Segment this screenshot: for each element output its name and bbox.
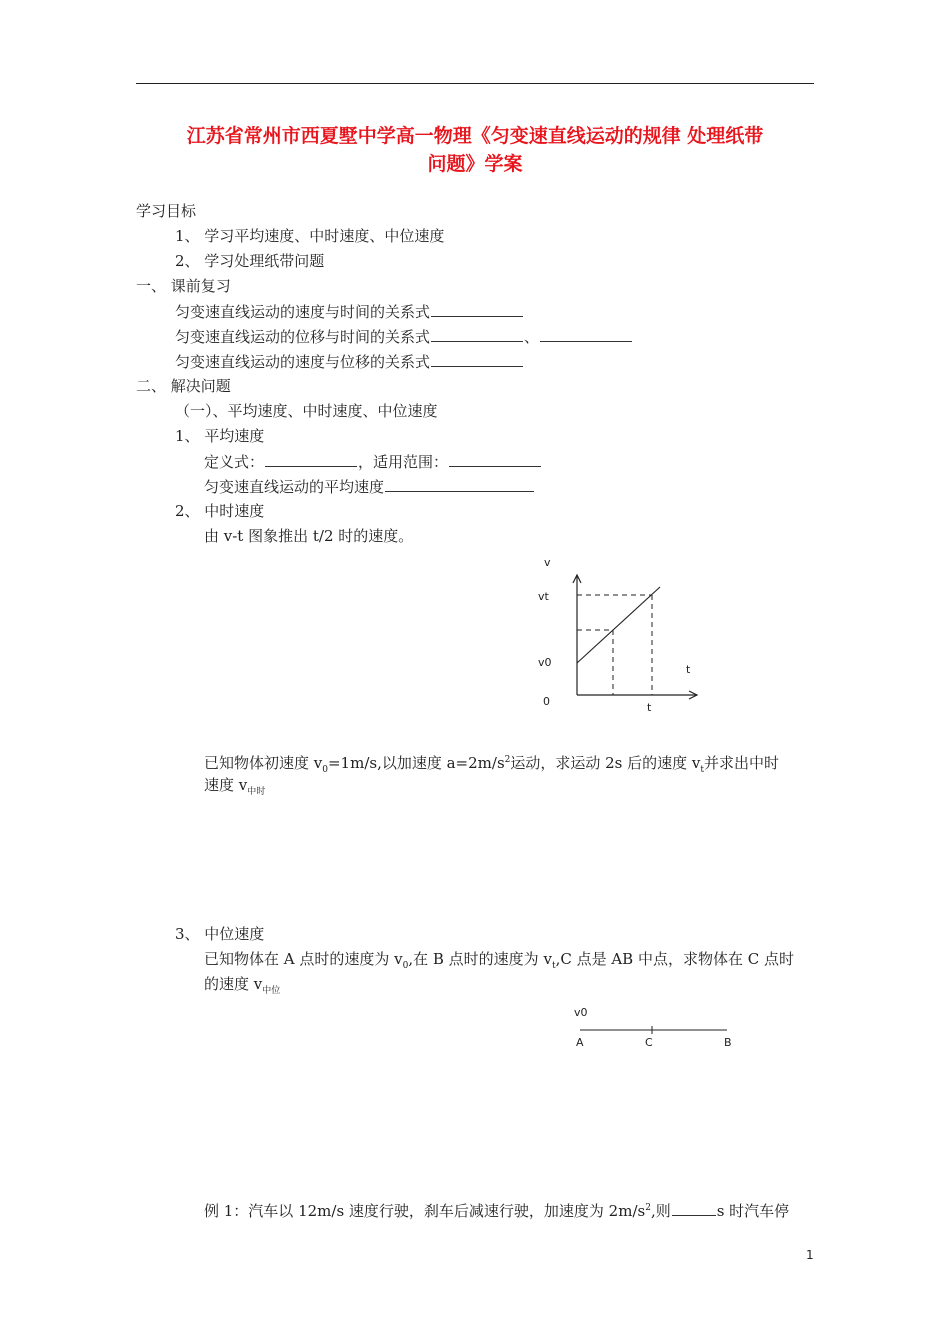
example-text: ,则: [650, 1202, 671, 1220]
page-number: 1: [806, 1248, 814, 1262]
goal-item-1: 1、 学习平均速度、中时速度、中位速度: [175, 227, 445, 245]
example-text: 例 1：汽车以 12m/s 速度行驶，刹车后减速行驶，加速度为 2m/s: [204, 1202, 646, 1220]
definition-label: 定义式：: [204, 453, 265, 471]
point-b-label: B: [724, 1036, 732, 1049]
superscript: 2: [645, 1203, 651, 1213]
review-question-2: [175, 326, 633, 347]
answer-blank[interactable]: [540, 326, 632, 342]
point-a-label: A: [576, 1036, 584, 1049]
question-text: 的速度 v: [204, 975, 263, 993]
subscript: 0: [322, 765, 328, 775]
uniform-average-velocity-text: 匀变速直线运动的平均速度: [204, 478, 385, 496]
mid-position-velocity-heading: 3、 中位速度: [175, 925, 265, 943]
segment-v0-label: v0: [574, 1006, 588, 1019]
question-text: 已知物体在 A 点时的速度为 v: [204, 950, 403, 968]
answer-blank[interactable]: [672, 1200, 716, 1216]
review-question-2-text: 匀变速直线运动的位移与时间的关系式: [175, 328, 431, 346]
average-velocity-heading: 1、 平均速度: [175, 427, 265, 445]
example-1: [204, 1198, 789, 1221]
v0-label: v0: [538, 656, 552, 669]
subscript: t: [551, 961, 556, 971]
average-velocity-definition: [204, 451, 542, 472]
answer-blank[interactable]: [449, 451, 541, 467]
review-question-1-text: 匀变速直线运动的速度与时间的关系式: [175, 303, 431, 321]
answer-blank[interactable]: [431, 326, 523, 342]
mid-time-velocity-description: 由 v-t 图象推出 t/2 时的速度。: [204, 527, 414, 545]
question-text: 速度 v: [204, 776, 248, 794]
document-title-line-1: 江苏省常州市西夏墅中学高一物理《匀变速直线运动的规律 处理纸带: [186, 125, 764, 147]
review-question-1: [175, 301, 524, 322]
origin-label: 0: [543, 695, 550, 708]
solve-heading: 二、 解决问题: [136, 377, 231, 395]
review-heading: 一、 课前复习: [136, 277, 231, 295]
point-c-label: C: [645, 1036, 653, 1049]
subsection-heading: （一）、平均速度、中时速度、中位速度: [175, 402, 438, 420]
review-question-3: [175, 351, 524, 372]
question-text: 运动，求运动 2s 后的速度 v: [510, 754, 701, 772]
goals-heading: 学习目标: [136, 202, 197, 220]
question-text: 已知物体初速度 v: [204, 754, 323, 772]
question-text: ,C 点是 AB 中点，求物体在 C 点时: [555, 950, 794, 968]
mid-time-question-line-2: [204, 775, 265, 802]
answer-blank[interactable]: [431, 301, 523, 317]
answer-blank[interactable]: [385, 476, 534, 492]
subscript: t: [700, 765, 705, 775]
review-question-3-text: 匀变速直线运动的速度与位移的关系式: [175, 353, 431, 371]
segment-diagram: [570, 1020, 740, 1040]
question-text: 并求出中时: [704, 754, 780, 772]
question-text: =1m/s,以加速度 a=2m/s: [327, 754, 505, 772]
document-title-line-2: 问题》学案: [427, 153, 523, 175]
subscript: 0: [402, 961, 409, 971]
superscript: 2: [504, 755, 511, 765]
t-mark-label: t: [647, 701, 652, 714]
v-axis-label: v: [544, 556, 551, 569]
mid-position-question-line-1: [204, 949, 794, 976]
velocity-time-graph: [530, 555, 710, 720]
mid-time-question-line-1: [204, 750, 779, 780]
answer-blank[interactable]: [265, 451, 357, 467]
subscript: 中位: [262, 986, 281, 996]
separator: 、: [524, 328, 540, 346]
vt-label: vt: [538, 590, 549, 603]
goal-item-2: 2、 学习处理纸带问题: [175, 252, 325, 270]
mid-time-velocity-heading: 2、 中时速度: [175, 502, 265, 520]
uniform-average-velocity: [204, 476, 535, 497]
range-label: ，适用范围：: [358, 453, 449, 471]
question-text: ,在 B 点时的速度为 v: [408, 950, 552, 968]
t-axis-label: t: [686, 663, 691, 676]
header-rule: [136, 83, 814, 84]
subscript: 中时: [247, 787, 266, 797]
example-text: s 时汽车停: [716, 1202, 790, 1220]
velocity-line: [577, 587, 660, 663]
answer-blank[interactable]: [431, 351, 523, 367]
mid-position-question-line-2: [204, 974, 280, 1001]
